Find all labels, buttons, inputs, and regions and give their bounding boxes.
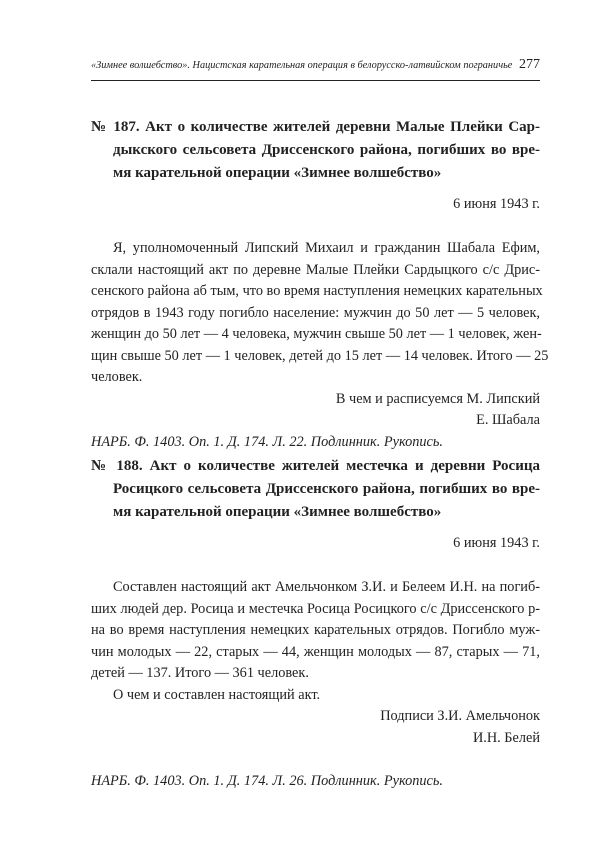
title-line: Росицкого сельсовета Дриссенского района, погибших во вре- — [113, 481, 540, 497]
body-line: чин молодых — 22, старых — 44, женщин молодых — 87, старых — 71, — [91, 643, 540, 660]
body-line: сенского района аб тым, что во время наступления немецких карательных — [91, 283, 543, 299]
running-header: «Зимнее волшебство». Нацистская карательная операция в белорусско-латвийском пограничье — [91, 60, 513, 71]
title-line: мя карательной операции «Зимнее волшебство» — [113, 504, 442, 520]
document-title — [91, 116, 540, 185]
header-rule — [91, 80, 540, 81]
title-line: № 187. Акт о количестве жителей деревни Малые Плейки Сар- — [91, 119, 540, 135]
body-line: отрядов в 1943 году погибло население: мужчин до 50 лет — 5 человек, — [91, 304, 540, 321]
archive-source: НАРБ. Ф. 1403. Оп. 1. Д. 174. Л. 22. Подлинник. Рукопись. — [91, 433, 443, 450]
body-line: женщин до 50 лет — 4 человека, мужчин свыше 50 лет — 1 человек, жен- — [91, 326, 542, 342]
signature-line: Подписи З.И. Амельчонок — [380, 708, 540, 724]
archive-source: НАРБ. Ф. 1403. Оп. 1. Д. 174. Л. 26. Подлинник. Рукопись. — [91, 773, 443, 789]
title-line: № 188. Акт о количестве жителей местечка и деревни Росица — [91, 458, 540, 474]
document-date: 6 июня 1943 г. — [453, 196, 540, 212]
document-title — [91, 455, 540, 524]
body-line: склали настоящий акт по деревне Малые Плейки Сардыцкого с/с Дрис- — [91, 261, 540, 278]
signature-line: В чем и расписуемся М. Липский — [335, 390, 540, 407]
body-line: детей — 137. Итого — 361 человек. — [91, 665, 309, 681]
title-line: мя карательной операции «Зимнее волшебство» — [113, 165, 442, 181]
body-line: ших людей дер. Росица и местечка Росица Росицкого с/с Дриссенского р- — [91, 600, 540, 617]
page-number: 277 — [519, 57, 540, 72]
body-line: Составлен настоящий акт Амельчонком З.И. и Белеем И.Н. на погиб- — [113, 579, 540, 595]
signature-line: И.Н. Белей — [472, 729, 540, 746]
signature-line: Е. Шабала — [476, 412, 540, 428]
body-line: человек. — [91, 369, 143, 385]
title-line: дыкского сельсовета Дриссенского района, погибших во вре- — [113, 142, 540, 158]
document-date: 6 июня 1943 г. — [453, 535, 540, 551]
document-body — [91, 577, 540, 749]
closing-line: О чем и составлен настоящий акт. — [113, 686, 321, 703]
body-line: Я, уполномоченный Липский Михаил и гражданин Шабала Ефим, — [113, 240, 540, 256]
body-line: на во время наступления немецких карательных отрядов. Погибло муж- — [91, 622, 540, 638]
document-body — [91, 238, 549, 453]
body-line: щин свыше 50 лет — 1 человек, детей до 15 лет — 14 человек. Итого — 25 — [91, 347, 549, 364]
